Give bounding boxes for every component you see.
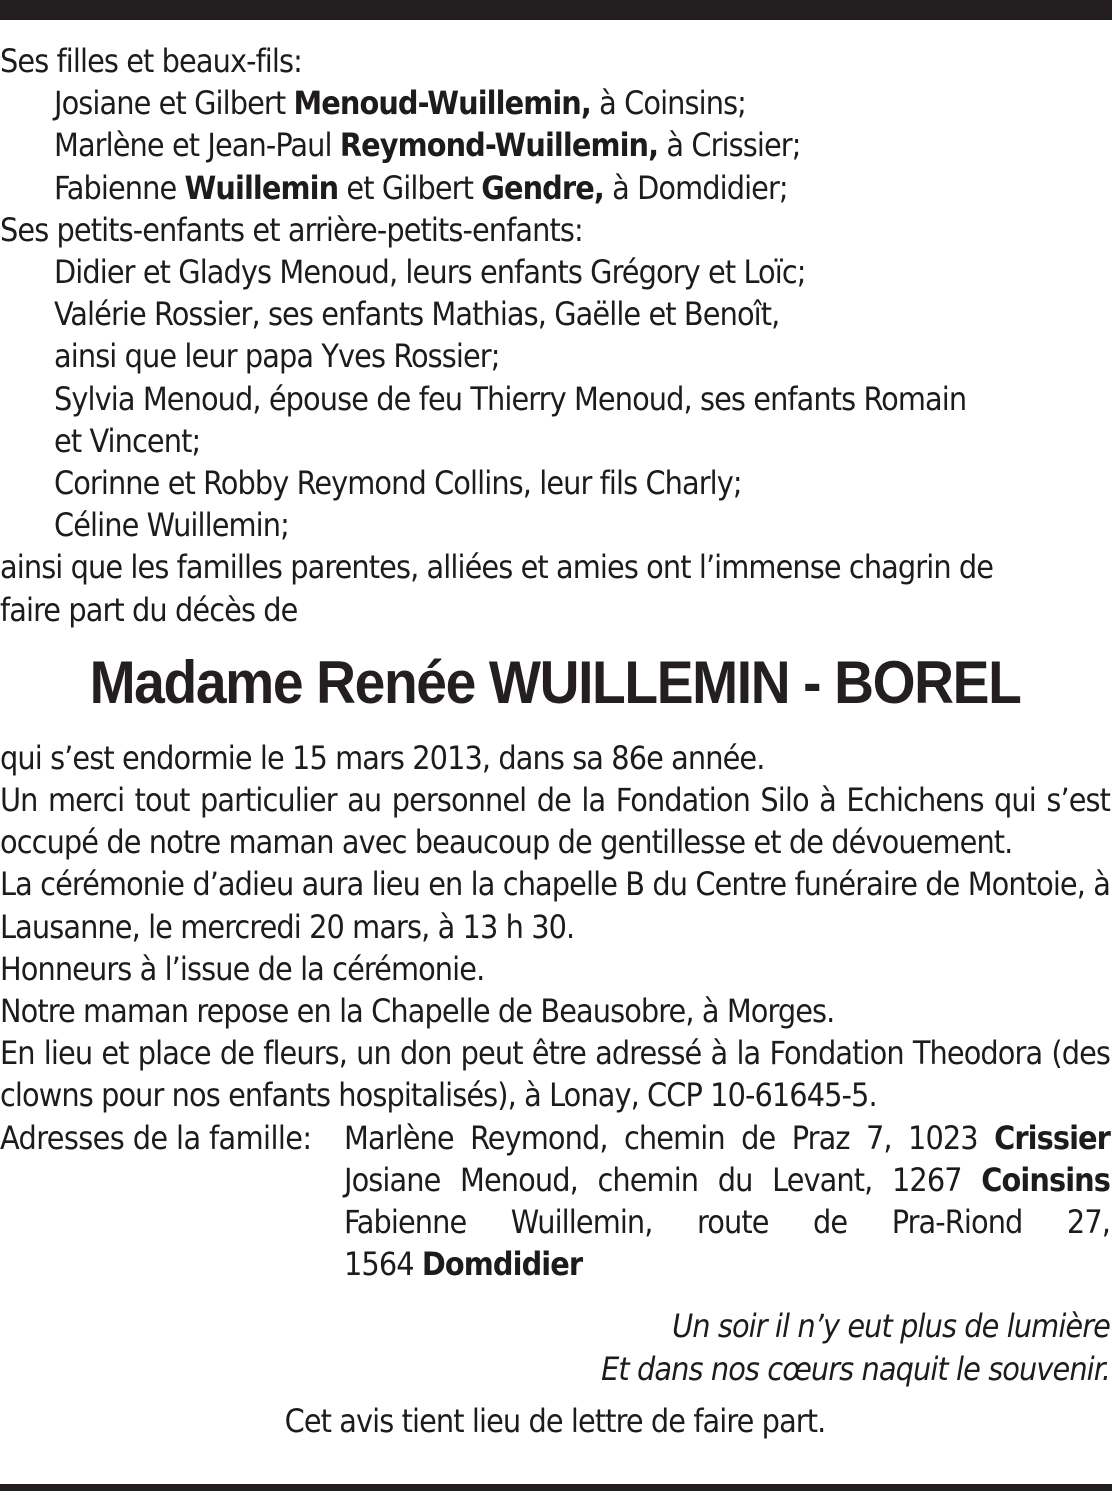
daughters-heading: Ses filles et beaux-fils: bbox=[0, 42, 302, 80]
closing-line: Cet avis tient lieu de lettre de faire part. bbox=[284, 1401, 826, 1440]
family-line: Marlène et Jean-Paul Reymond-Wuillemin, à Crissier; bbox=[54, 126, 801, 165]
ceremony-text: La cérémonie d’adieu aura lieu en la chapelle B du Centre funéraire de Montoie, à Lausanne, le mercredi 20 mars, à 13 h 30. bbox=[0, 865, 1110, 946]
grandchildren-heading: Ses petits-enfants et arrière-petits-enfants: bbox=[0, 210, 583, 249]
bottom-rule bbox=[0, 1484, 1112, 1491]
announcement-line: ainsi que les familles parentes, alliées et amies ont l’immense chagrin de bbox=[0, 548, 994, 587]
poem-line: Et dans nos cœurs naquit le souvenir. bbox=[601, 1349, 1110, 1388]
poem bbox=[0, 1305, 1110, 1389]
family-addresses bbox=[0, 1117, 1110, 1286]
family-line: Josiane et Gilbert Menoud-Wuillemin, à Coinsins; bbox=[54, 84, 746, 123]
address-item: Josiane Menoud, chemin du Levant, 1267 Coinsins bbox=[344, 1160, 1110, 1199]
addresses-label: Adresses de la famille: bbox=[0, 1118, 312, 1157]
grandchildren-line: et Vincent; bbox=[54, 421, 201, 460]
grandchildren-line: Valérie Rossier, ses enfants Mathias, Gaëlle et Benoît, bbox=[54, 295, 780, 334]
address-item: 1564 Domdidier bbox=[344, 1245, 583, 1284]
grandchildren-line: Sylvia Menoud, épouse de feu Thierry Menoud, ses enfants Romain bbox=[54, 379, 967, 418]
grandchildren-line: Corinne et Robby Reymond Collins, leur fils Charly; bbox=[54, 464, 742, 503]
grandchildren-line: ainsi que leur papa Yves Rossier; bbox=[54, 337, 500, 376]
donation-text: En lieu et place de fleurs, un don peut être adressé à la Fondation Theodora (des clowns pour nos enfants hospitalisés), à Lonay, CCP 10-61645-5. bbox=[0, 1034, 1110, 1115]
obituary-notice bbox=[0, 40, 1110, 1442]
address-item: Marlène Reymond, chemin de Praz 7, 1023 Crissier bbox=[344, 1118, 1110, 1157]
grandchildren-line: Céline Wuillemin; bbox=[54, 506, 289, 545]
poem-line: Un soir il n’y eut plus de lumière bbox=[672, 1307, 1110, 1346]
grandchildren-line: Didier et Gladys Menoud, leurs enfants Grégory et Loïc; bbox=[54, 253, 806, 292]
deceased-name: Madame Renée WUILLEMIN - BOREL bbox=[89, 648, 1021, 716]
passed-text: qui s’est endormie le 15 mars 2013, dans sa 86e année. bbox=[0, 738, 765, 777]
address-item: Fabienne Wuillemin, route de Pra-Riond 27, bbox=[344, 1203, 1110, 1242]
rest-text: Notre maman repose en la Chapelle de Beausobre, à Morges. bbox=[0, 992, 835, 1031]
announcement-line: faire part du décès de bbox=[0, 590, 298, 629]
address-list bbox=[344, 1117, 1110, 1286]
thanks-text: Un merci tout particulier au personnel de la Fondation Silo à Echichens qui s’est occupé de notre maman avec beaucoup de gentillesse et de dévouement. bbox=[0, 781, 1110, 862]
top-rule bbox=[0, 0, 1112, 20]
family-line: Fabienne Wuillemin et Gilbert Gendre, à Domdidier; bbox=[54, 168, 788, 207]
honours-text: Honneurs à l’issue de la cérémonie. bbox=[0, 949, 485, 988]
